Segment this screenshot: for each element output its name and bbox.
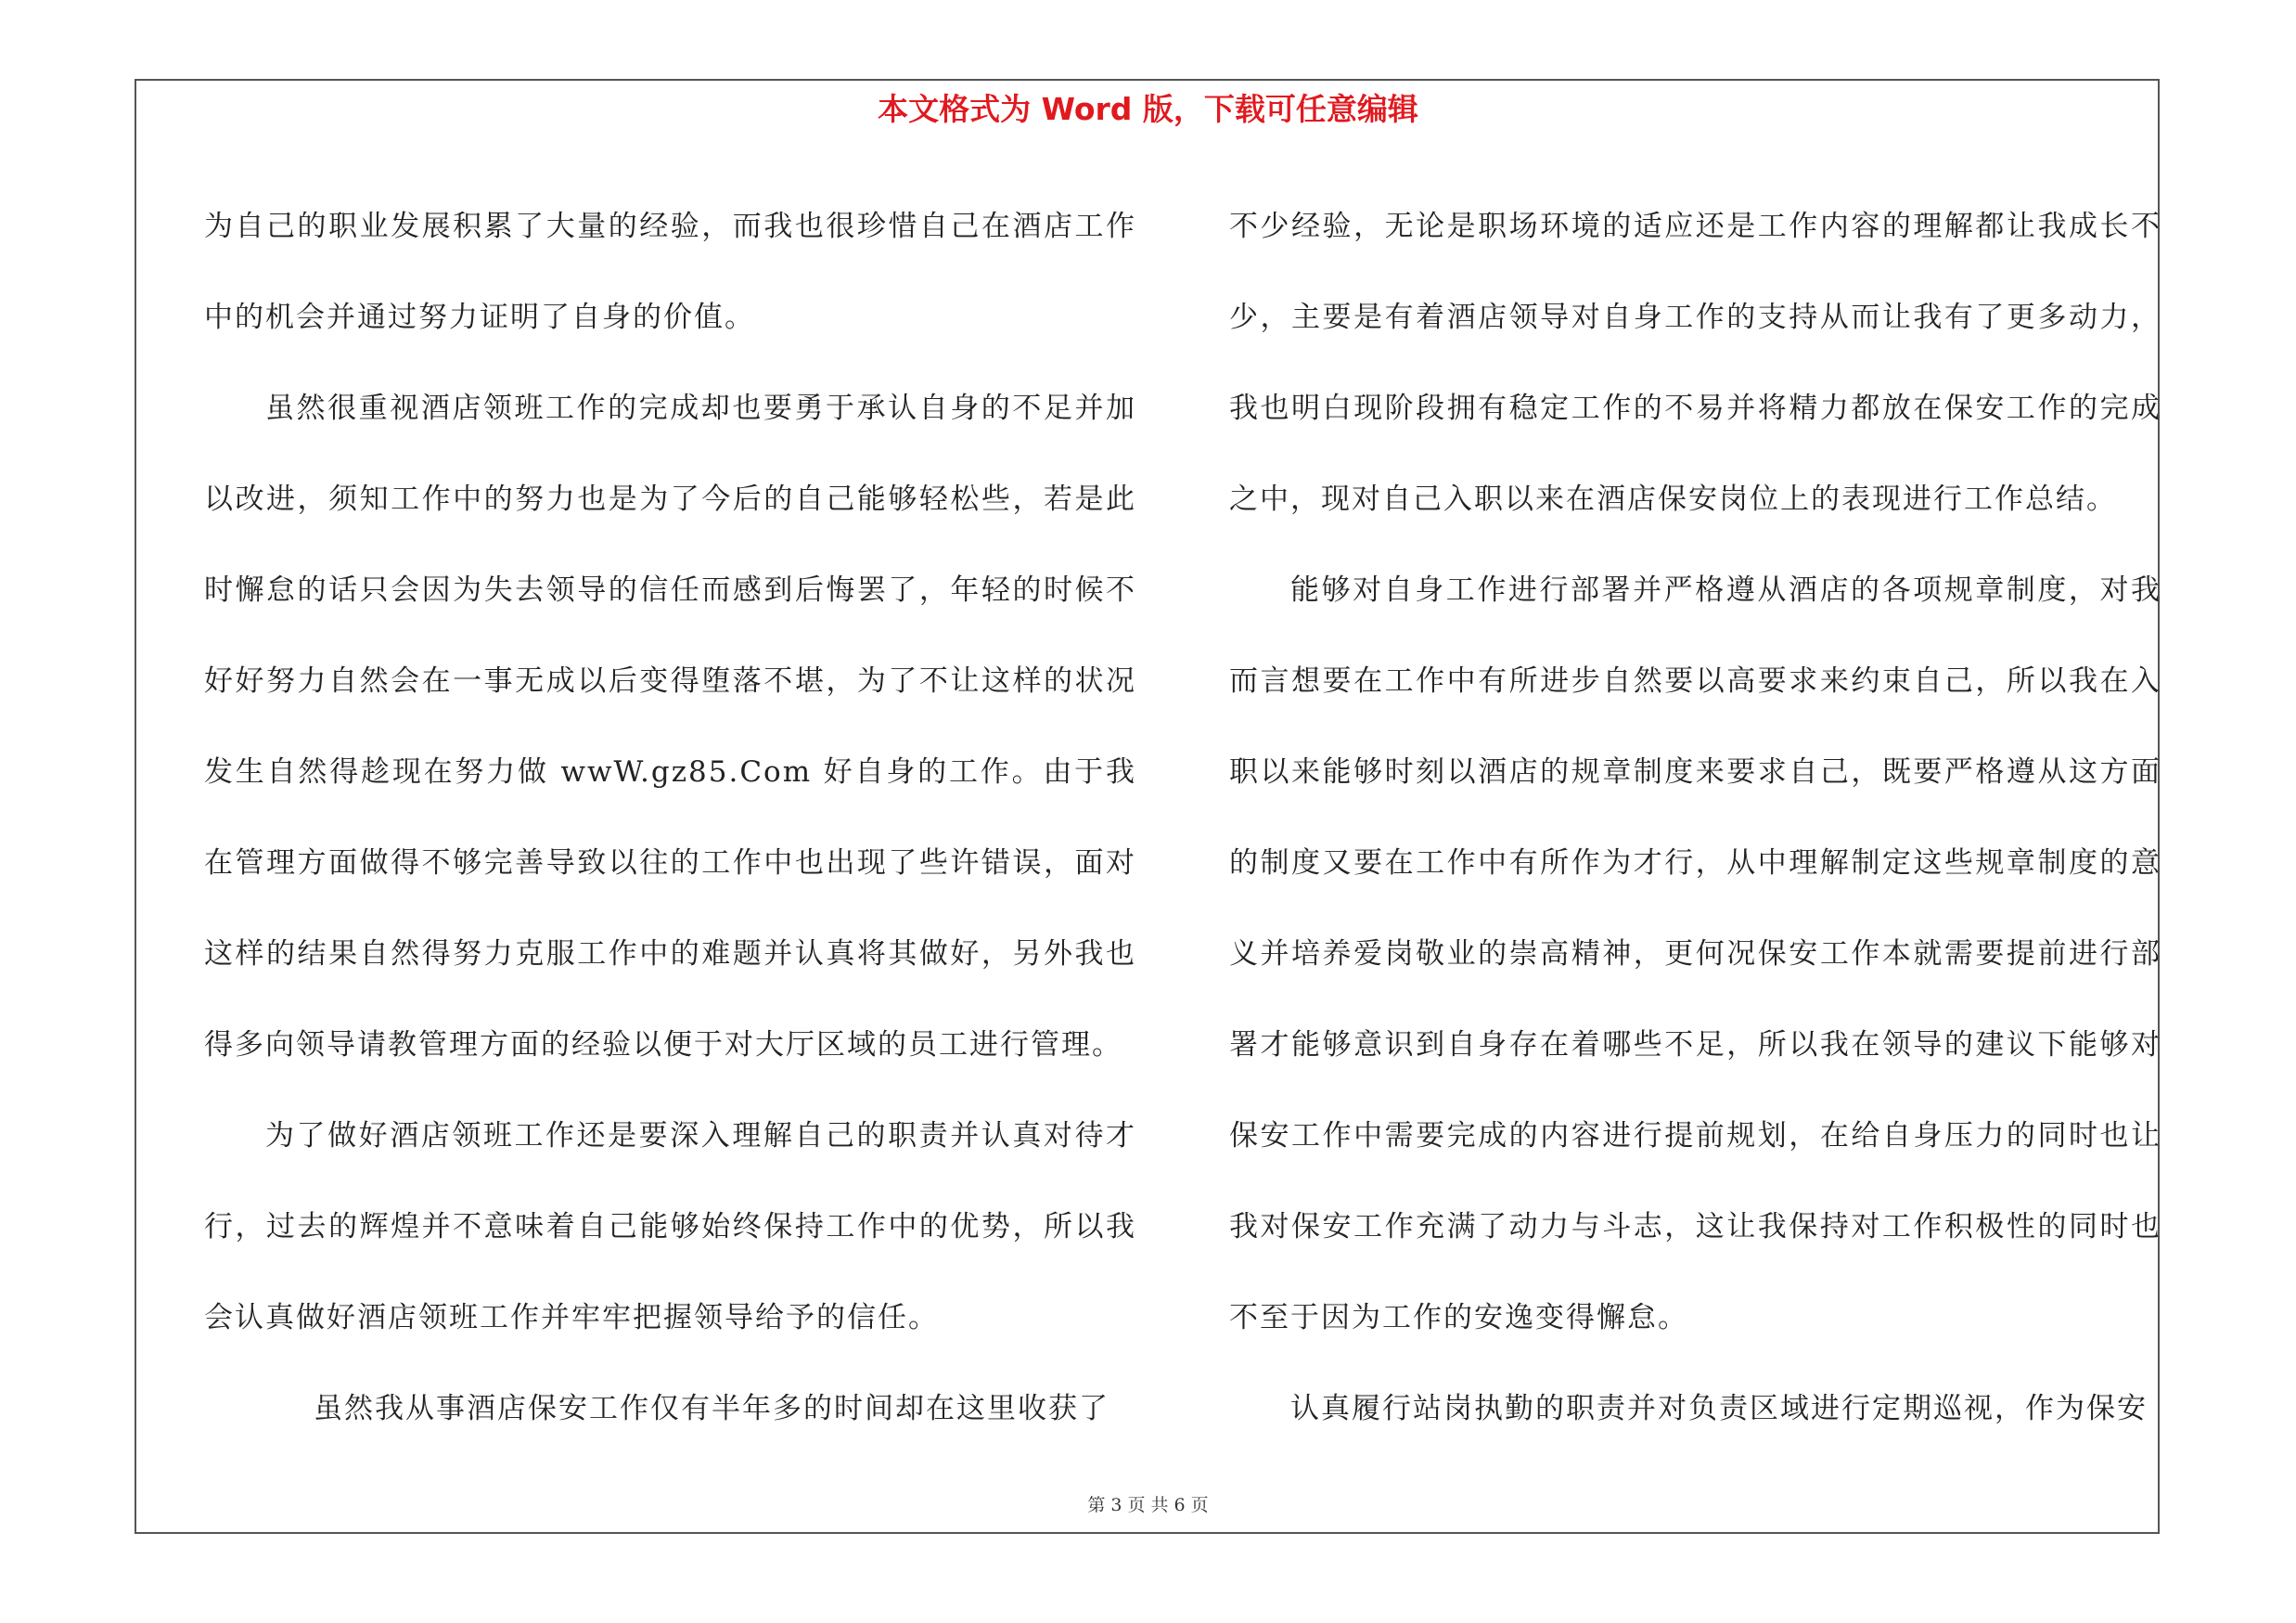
paragraph: 不少经验，无论是职场环境的适应还是工作内容的理解都让我成长不少，主要是有着酒店领导对自身工作的支持从而让我有了更多动力，我也明白现阶段拥有稳定工作的不易并将精力都放在保安工作的完成之中，现对自己入职以来在酒店保安岗位上的表现进行工作总结。	[1229, 210, 2161, 516]
page-number: 第 3 页 共 6 页	[1087, 1495, 1209, 1515]
paragraph: 为自己的职业发展积累了大量的经验，而我也很珍惜自己在酒店工作中的机会并通过努力证明了自身的价值。	[204, 210, 1136, 334]
paragraph: 为了做好酒店领班工作还是要深入理解自己的职责并认真对待才行，过去的辉煌并不意味着自己能够始终保持工作中的优势，所以我会认真做好酒店领班工作并牢牢把握领导给予的信任。	[204, 1119, 1136, 1334]
word-format-notice: 本文格式为 Word 版，下载可任意编辑	[878, 91, 1418, 127]
paragraph: 虽然很重视酒店领班工作的完成却也要勇于承认自身的不足并加以改进，须知工作中的努力也是为了今后的自己能够轻松些，若是此时懈怠的话只会因为失去领导的信任而感到后悔罢了，年轻的时候不好好努力自然会在一事无成以后变得堕落不堪，为了不让这样的状况发生自然得趁现在努力做 wwW.gz85.Com 好自身的工作。由于我在管理方面做得不够完善导致以往的工作中也出现了些许错误，面对这样的结果自然得努力克服工作中的难题并认真将其做好，另外我也得多向领导请教管理方面的经验以便于对大厅区域的员工进行管理。	[204, 392, 1136, 1062]
paragraph: 虽然我从事酒店保安工作仅有半年多的时间却在这里收获了	[314, 1392, 1110, 1425]
left-column	[204, 181, 1136, 1454]
paragraph: 能够对自身工作进行部署并严格遵从酒店的各项规章制度，对我而言想要在工作中有所进步自然要以高要求来约束自己，所以我在入职以来能够时刻以酒店的规章制度来要求自己，既要严格遵从这方面的制度又要在工作中有所作为才行，从中理解制定这些规章制度的意义并培养爱岗敬业的崇高精神，更何况保安工作本就需要提前进行部署才能够意识到自身存在着哪些不足，所以我在领导的建议下能够对保安工作中需要完成的内容进行提前规划，在给自身压力的同时也让我对保安工作充满了动力与斗志，这让我保持对工作积极性的同时也不至于因为工作的安逸变得懈怠。	[1229, 573, 2161, 1334]
paragraph: 认真履行站岗执勤的职责并对负责区域进行定期巡视，作为保安	[1290, 1392, 2148, 1425]
right-column	[1229, 181, 2161, 1454]
